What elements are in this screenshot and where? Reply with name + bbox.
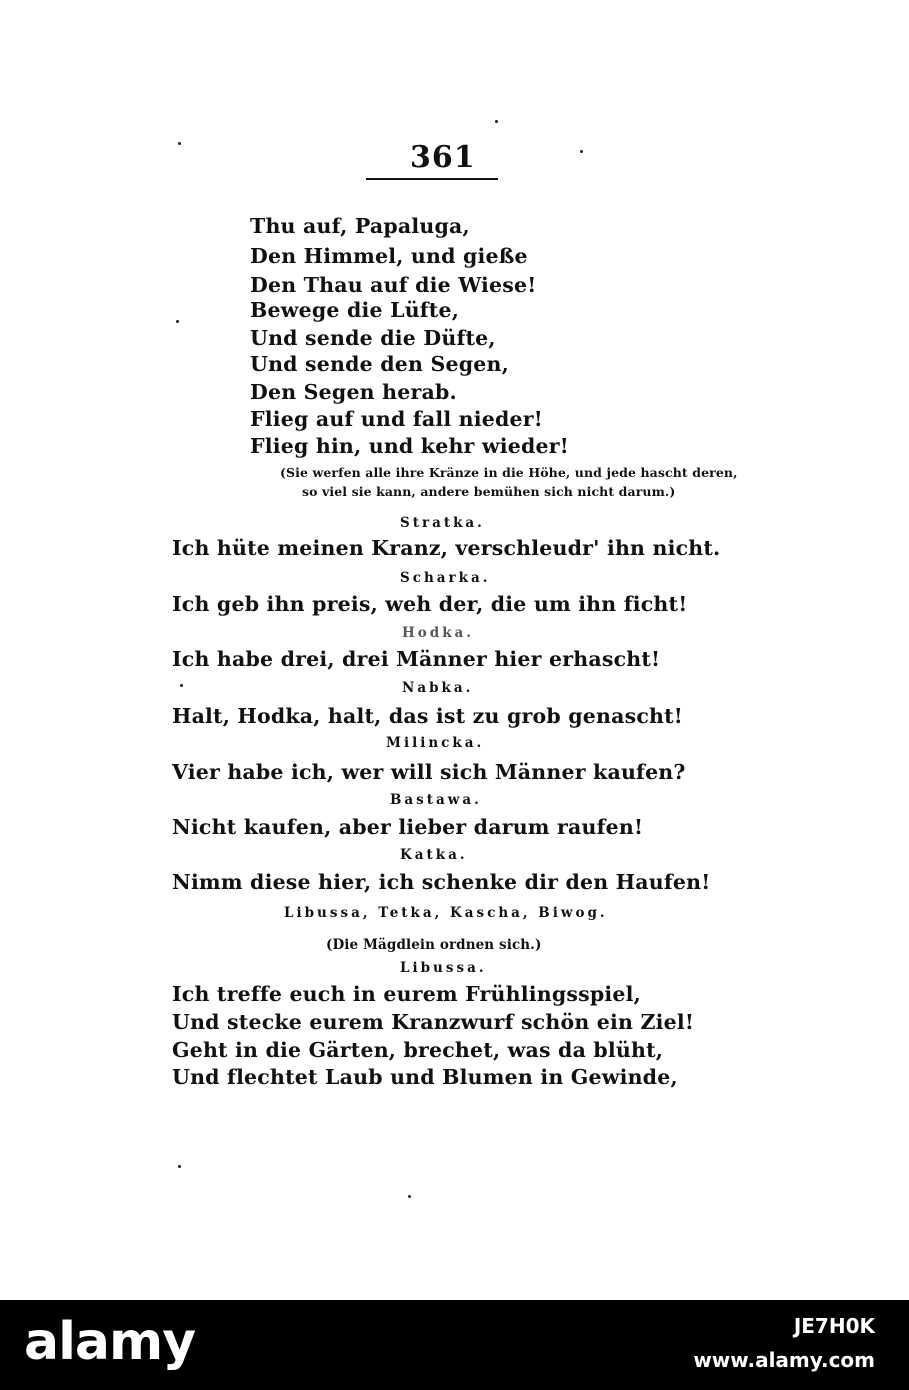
dialogue-line: Ich treffe euch in eurem Frühlingsspiel, <box>172 982 641 1006</box>
scan-speck <box>580 150 583 153</box>
site-url: www.alamy.com <box>693 1348 875 1372</box>
scan-speck <box>178 1165 181 1168</box>
scan-speck <box>180 684 183 687</box>
scan-speck <box>408 1195 411 1198</box>
brand-logo: alamy <box>24 1312 196 1372</box>
scan-speck <box>178 142 181 145</box>
speaker-name: Bastawa. <box>390 792 482 808</box>
speaker-name: Hodka. <box>402 625 474 641</box>
dialogue-line: Nimm diese hier, ich schenke dir den Haufen! <box>172 870 711 894</box>
stage-direction: so viel sie kann, andere bemühen sich nicht darum.) <box>302 484 676 499</box>
dialogue-line: Geht in die Gärten, brechet, was da blüht, <box>172 1038 664 1062</box>
dialogue-line: Nicht kaufen, aber lieber darum raufen! <box>172 815 644 839</box>
speaker-name: Milincka. <box>386 735 485 751</box>
song-line: Und sende die Düfte, <box>250 326 496 350</box>
stage-direction: (Die Mägdlein ordnen sich.) <box>326 937 542 953</box>
speaker-name: Scharka. <box>400 570 491 586</box>
speaker-name: Libussa. <box>400 960 487 976</box>
song-line: Flieg hin, und kehr wieder! <box>250 434 569 458</box>
dialogue-line: Und stecke eurem Kranzwurf schön ein Ziel! <box>172 1010 695 1034</box>
speaker-name: Katka. <box>400 847 468 863</box>
header-rule <box>366 178 498 180</box>
image-id: JE7H0K <box>793 1314 875 1338</box>
song-line: Den Himmel, und gieße <box>250 244 528 268</box>
scan-speck <box>495 120 498 123</box>
dialogue-line: Ich habe drei, drei Männer hier erhascht! <box>172 647 661 671</box>
song-line: Bewege die Lüfte, <box>250 298 460 322</box>
dialogue-line: Ich geb ihn preis, weh der, die um ihn ficht! <box>172 592 688 616</box>
song-line: Den Thau auf die Wiese! <box>250 273 537 297</box>
dialogue-line: Ich hüte meinen Kranz, verschleudr' ihn nicht. <box>172 536 721 560</box>
scan-speck <box>176 320 179 323</box>
speaker-name: Stratka. <box>400 515 485 531</box>
dialogue-line: Halt, Hodka, halt, das ist zu grob genascht! <box>172 704 683 728</box>
dialogue-line: Und flechtet Laub und Blumen in Gewinde, <box>172 1065 678 1089</box>
stage-direction: (Sie werfen alle ihre Kränze in die Höhe, und jede hascht deren, <box>280 465 738 480</box>
dialogue-line: Vier habe ich, wer will sich Männer kaufen? <box>172 760 686 784</box>
song-line: Den Segen herab. <box>250 380 457 404</box>
song-line: Thu auf, Papaluga, <box>250 214 470 238</box>
page-number: 361 <box>410 140 476 175</box>
speaker-name: Nabka. <box>402 680 474 696</box>
entrance-names: Libussa, Tetka, Kascha, Biwog. <box>284 905 608 921</box>
song-line: Und sende den Segen, <box>250 352 509 376</box>
song-line: Flieg auf und fall nieder! <box>250 407 543 431</box>
